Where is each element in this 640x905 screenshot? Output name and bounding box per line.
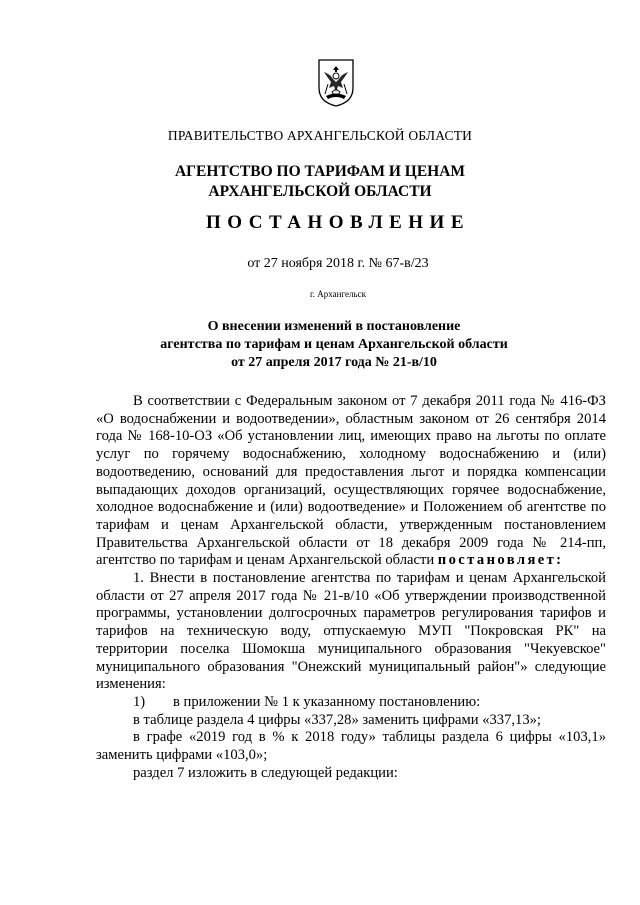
- subitem-1-number: 1): [133, 693, 146, 710]
- decree-subject: [0, 318, 640, 372]
- subitem-1: [96, 694, 606, 712]
- decree-body: [96, 393, 606, 782]
- change-section-7: раздел 7 изложить в следующей редакции:: [133, 764, 398, 781]
- subject-line1: О внесении изменений в постановление: [207, 319, 461, 334]
- item-1-paragraph: 1. Внести в постановление агентства по тарифам и ценам Архангельской области от 27 апреля 2017 года № 21-в/10 «Об утверждении производственной программы, установлении долгосрочных параметров регулирования тарифов и тарифов на техническую воду, отпускаемую МУП "Покровская РК" на территории поселка Шомокша муниципального образования "Чекуевское" муниципального образования "Онежский муниципальный район"» следующие изменения:: [96, 570, 606, 693]
- city-name: г. Архангельск: [310, 289, 366, 299]
- preamble-paragraph: [96, 393, 606, 570]
- subject-line2: агентства по тарифам и ценам Архангельской области: [160, 337, 508, 352]
- subject-line3: от 27 апреля 2017 года № 21-в/10: [231, 355, 437, 370]
- preamble-text: В соответствии с Федеральным законом от 7 декабря 2011 года № 416-ФЗ «О водоснабжении и водоотведении», областным законом от 26 сентября 2014 года № 168-10-ОЗ «Об установлении лиц, имеющих право на льготы по оплате услуг по горячему водоснабжению, холодному водоснабжению и (или) водоотведению, оснований для предоставления льгот и порядка компенсации выпадающих доходов организаций, осуществляющих горячее водоснабжение, холодное водоснабжение и (или) водоотведение» и Положением об агентстве по тарифам и ценам Архангельской области, утвержденным постановлением Правительства Архангельской области от 18 декабря 2009 года № 214-пп, агентство по тарифам и ценам Архангельской области: [96, 393, 606, 569]
- change-table-6: в графе «2019 год в % к 2018 году» таблицы раздела 6 цифры «103,1» заменить цифрами «103,0»;: [96, 729, 606, 764]
- government-name: ПРАВИТЕЛЬСТВО АРХАНГЕЛЬСКОЙ ОБЛАСТИ: [167, 128, 473, 143]
- agency-name: [0, 162, 640, 202]
- document-type-title: ПОСТАНОВЛЕНИЕ: [205, 212, 471, 233]
- change-table-4: в таблице раздела 4 цифры «337,28» заменить цифрами «337,13»;: [133, 711, 541, 728]
- decree-date-number: от 27 ноября 2018 г. № 67-в/23: [247, 256, 429, 271]
- coat-of-arms-icon: [316, 58, 356, 108]
- resolves-word: постановляет:: [437, 552, 564, 569]
- subitem-1-text: в приложении № 1 к указанному постановлению:: [173, 693, 481, 710]
- agency-name-line2: АРХАНГЕЛЬСКОЙ ОБЛАСТИ: [208, 183, 432, 200]
- agency-name-line1: АГЕНТСТВО ПО ТАРИФАМ И ЦЕНАМ: [174, 163, 466, 180]
